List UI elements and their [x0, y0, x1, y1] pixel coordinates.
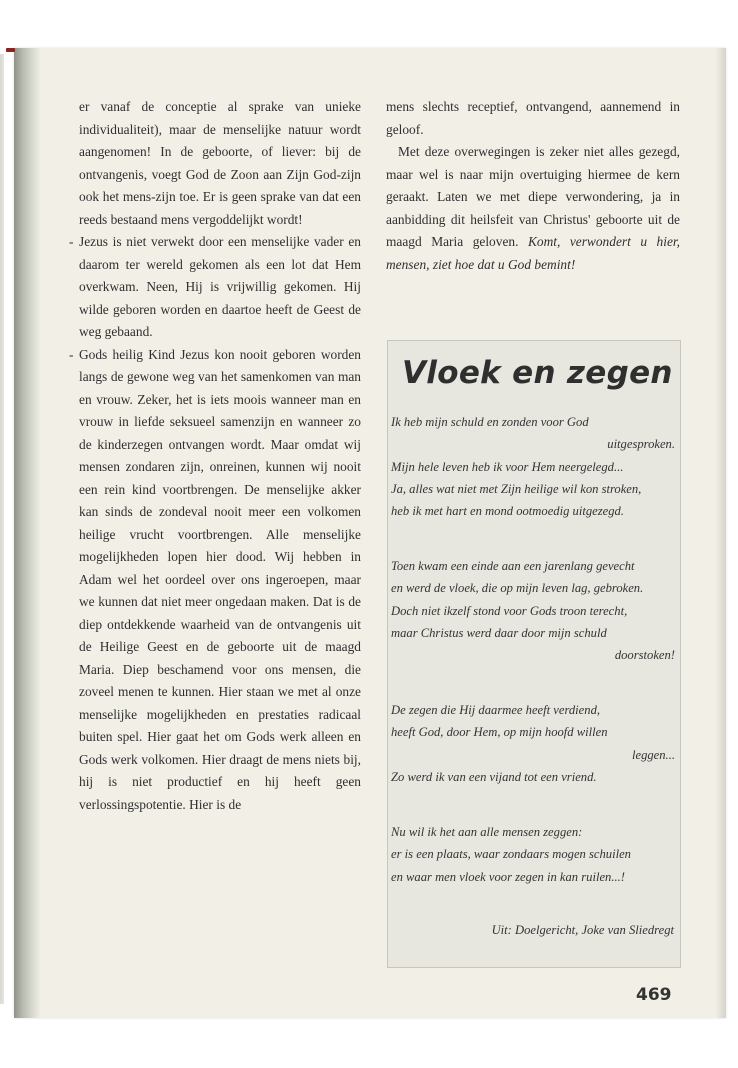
- poem-line: Nu wil ik het aan alle mensen zeggen:: [391, 825, 583, 839]
- poem-title: Vloek en zegen: [402, 355, 673, 391]
- continuation-paragraph: mens slechts receptief, ontvangend, aannemend in geloof.: [386, 99, 680, 137]
- closing-text: Met deze overwegingen is zeker niet alles gezegd, maar wel is naar mijn overtuiging hiermee de kern geraakt. Laten we met diepe verwondering, ja in aanbidding dit heilsfeit van Christus' geboorte uit de maagd Maria geloven.: [386, 144, 680, 249]
- bullet-item: - Gods heilig Kind Jezus kon nooit geboren worden langs de gewone weg van het samenkomen van man en vrouw. Zeker, het is iets moois wanneer man en vrouw in liefde seksueel samenzijn en wanneer zo de kinderzegen ontvangen wordt. Maar omdat wij mensen zondaren zijn, onreinen, kunnen wij nooit een rein kind voortbrengen. De menselijke akker kan sinds de zondeval nooit meer een volkomen heilige vrucht voortbrengen. Alle menselijke mogelijkheden lopen hier dood. Wij hebben in Adam wel het oordeel over ons ingeroepen, maar we kunnen dat niet meer ongedaan maken. Dat is de diep ontdekkende waarheid van de ontvangenis uit de Heilige Geest en de geboorte uit de maagd Maria. Diep beschamend voor ons mensen, die zoveel menen te kunnen. Hier staan we met al onze menselijke mogelijkheden en prestaties radicaal buiten spel. Hier gaat het om Gods werk alleen en Gods werk volkomen. Hier draagt de mens niets bij, hij is niet productief en hij heeft geen verlossingspotentie. Hier is de: [79, 344, 361, 817]
- right-column: [386, 96, 680, 276]
- intro-paragraph: er vanaf de conceptie al sprake van unieke individualiteit), maar de menselijke natuur wordt aangenomen! In de geboorte, of liever: bij de ontvangenis, voegt God de Zoon aan Zijn God-zijn ook het mens-zijn toe. Er is geen sprake van dat een reeds bestaand mens vergoddelijkt wordt!: [79, 99, 361, 227]
- bullet-item: - Jezus is niet verwekt door een menselijke vader en daarom ter wereld gekomen als een lot dat Hem overkwam. Neen, Hij is vrijwillig gekomen. Hij wilde geboren worden en daartoe heeft de Geest de weg gebaand.: [79, 231, 361, 344]
- page-number: 469: [636, 985, 672, 1005]
- poem-stanza-4: [391, 821, 675, 888]
- poem-line: Toen kwam een einde aan een jarenlang gevecht: [391, 559, 635, 573]
- poem-stanza-3: [391, 699, 675, 788]
- poem-line: maar Christus werd daar door mijn schuld: [391, 625, 607, 640]
- poem-line: en werd de vloek, die op mijn leven lag, gebroken.: [391, 581, 644, 596]
- poem-box: [387, 340, 681, 968]
- closing-paragraph: [386, 141, 680, 276]
- poem-line: leggen...: [631, 747, 675, 762]
- poem-line: Mijn hele leven heb ik voor Hem neergelegd...: [391, 459, 624, 474]
- poem-stanza-2: [391, 555, 675, 666]
- closing-quote: Komt, verwondert u hier, mensen, ziet hoe dat u God bemint!: [386, 234, 680, 272]
- poem-line: en waar men vloek voor zegen in kan ruilen...!: [391, 869, 625, 884]
- poem-source: Uit: Doelgericht, Joke van Sliedregt: [491, 923, 674, 937]
- poem-line: Ja, alles wat niet met Zijn heilige wil kon stroken,: [391, 481, 642, 496]
- poem-line: Zo werd ik van een vijand tot een vriend.: [391, 769, 597, 784]
- poem-line: heeft God, door Hem, op mijn hoofd willen: [391, 725, 608, 740]
- poem-line: Ik heb mijn schuld en zonden voor God: [391, 415, 589, 429]
- poem-line: Doch niet ikzelf stond voor Gods troon terecht,: [391, 603, 628, 618]
- book-spine: [14, 48, 40, 1018]
- poem-stanza-1: [391, 411, 675, 522]
- page-edge: [716, 48, 726, 1018]
- bullet-list: [79, 231, 361, 816]
- binding-edge: [0, 54, 4, 1004]
- poem-line: heb ik met hart en mond ootmoedig uitgezegd.: [391, 504, 624, 519]
- poem-line: doorstoken!: [614, 648, 675, 663]
- poem-line: De zegen die Hij daarmee heeft verdiend,: [391, 703, 601, 717]
- ribbon-marker: [6, 48, 15, 52]
- poem-line: uitgesproken.: [607, 437, 675, 452]
- left-column: [79, 96, 361, 816]
- poem-line: er is een plaats, waar zondaars mogen schuilen: [391, 847, 631, 862]
